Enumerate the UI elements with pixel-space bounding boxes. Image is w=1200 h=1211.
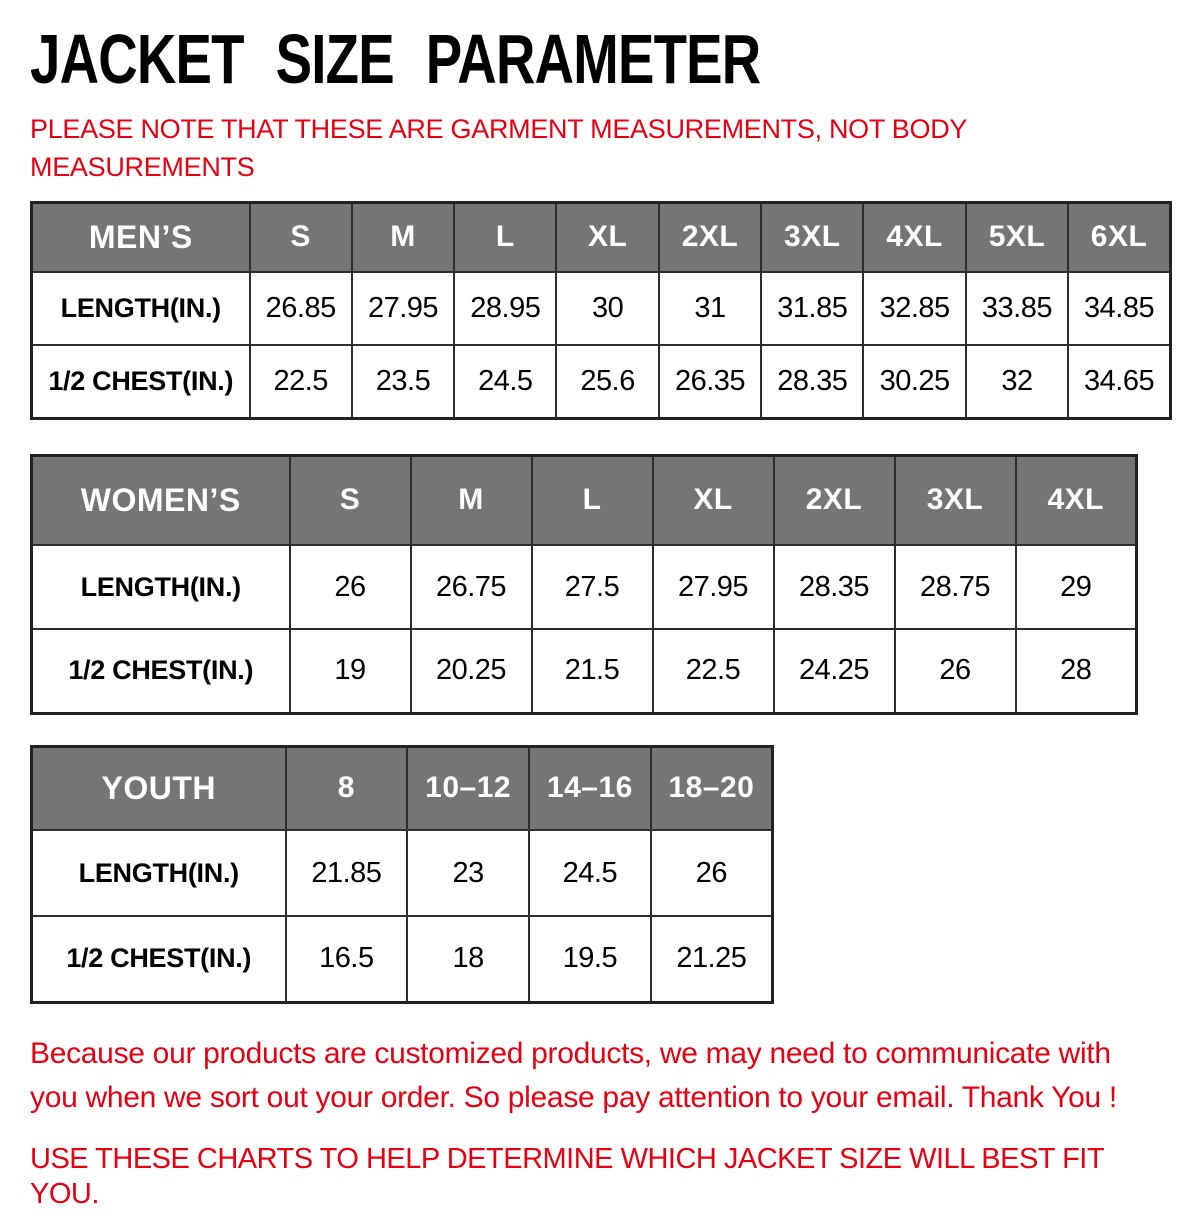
garment-measurements-note: PLEASE NOTE THAT THESE ARE GARMENT MEASUREMENTS, NOT BODY MEASUREMENTS	[30, 114, 967, 183]
size-header-cell: 3XL	[895, 455, 1016, 545]
size-value-cell: 18	[407, 916, 529, 1002]
size-value-cell: 31	[659, 272, 761, 345]
size-value-cell: 28.35	[761, 345, 863, 418]
measurement-row	[32, 830, 773, 916]
size-header-cell: 10–12	[407, 746, 529, 830]
page-title: JACKET SIZE PARAMETER	[30, 20, 761, 98]
size-header-cell: 8	[286, 746, 408, 830]
table-group-name: MEN’S	[32, 202, 250, 272]
size-value-cell: 33.85	[966, 272, 1068, 345]
size-value-cell: 21.25	[651, 916, 773, 1002]
size-header-cell: 2XL	[659, 202, 761, 272]
size-value-cell: 26	[895, 629, 1016, 713]
measurement-row	[32, 345, 1171, 418]
row-label: LENGTH(IN.)	[32, 272, 250, 345]
size-header-cell: S	[250, 202, 352, 272]
row-label: 1/2 CHEST(IN.)	[32, 629, 290, 713]
table-group-name: YOUTH	[32, 746, 286, 830]
size-value-cell: 16.5	[286, 916, 408, 1002]
measurement-row	[32, 916, 773, 1002]
size-header-row	[32, 202, 1171, 272]
size-value-cell: 26.85	[250, 272, 352, 345]
size-value-cell: 26	[290, 545, 411, 629]
size-header-cell: 18–20	[651, 746, 773, 830]
size-header-cell: XL	[556, 202, 658, 272]
size-value-cell: 20.25	[411, 629, 532, 713]
size-header-cell: 2XL	[774, 455, 895, 545]
size-value-cell: 24.25	[774, 629, 895, 713]
size-value-cell: 24.5	[454, 345, 556, 418]
size-value-cell: 32	[966, 345, 1068, 418]
size-header-cell: 6XL	[1068, 202, 1170, 272]
size-value-cell: 25.6	[556, 345, 658, 418]
size-header-row	[32, 746, 773, 830]
measurement-row	[32, 545, 1137, 629]
table-group-name: WOMEN’S	[32, 455, 290, 545]
size-value-cell: 28	[1016, 629, 1137, 713]
size-value-cell: 23	[407, 830, 529, 916]
size-value-cell: 27.95	[653, 545, 774, 629]
size-header-cell: M	[411, 455, 532, 545]
size-header-row	[32, 455, 1137, 545]
size-header-cell: 5XL	[966, 202, 1068, 272]
measurement-row	[32, 272, 1171, 345]
size-value-cell: 34.85	[1068, 272, 1170, 345]
size-value-cell: 26.35	[659, 345, 761, 418]
size-value-cell: 22.5	[653, 629, 774, 713]
size-value-cell: 34.65	[1068, 345, 1170, 418]
row-label: 1/2 CHEST(IN.)	[32, 916, 286, 1002]
size-tables-section	[30, 201, 1172, 1004]
measurement-row	[32, 629, 1137, 713]
size-value-cell: 23.5	[352, 345, 454, 418]
size-table-mens	[30, 201, 1172, 420]
size-value-cell: 28.75	[895, 545, 1016, 629]
size-value-cell: 28.95	[454, 272, 556, 345]
footer-communication-note: Because our products are customized products, we may need to communicate with you when we sort out your order. So please pay attention to your email. Thank You !	[30, 1036, 1117, 1114]
size-header-cell: 4XL	[863, 202, 965, 272]
size-value-cell: 26.75	[411, 545, 532, 629]
row-label: LENGTH(IN.)	[32, 545, 290, 629]
size-value-cell: 26	[651, 830, 773, 916]
size-header-cell: 4XL	[1016, 455, 1137, 545]
size-header-cell: M	[352, 202, 454, 272]
size-header-cell: L	[532, 455, 653, 545]
size-header-cell: L	[454, 202, 556, 272]
size-header-cell: S	[290, 455, 411, 545]
size-value-cell: 29	[1016, 545, 1137, 629]
size-value-cell: 22.5	[250, 345, 352, 418]
size-value-cell: 27.95	[352, 272, 454, 345]
size-value-cell: 21.85	[286, 830, 408, 916]
size-value-cell: 31.85	[761, 272, 863, 345]
size-value-cell: 30	[556, 272, 658, 345]
size-header-cell: XL	[653, 455, 774, 545]
size-value-cell: 27.5	[532, 545, 653, 629]
size-value-cell: 21.5	[532, 629, 653, 713]
size-value-cell: 19.5	[529, 916, 651, 1002]
footer-usage-note: USE THESE CHARTS TO HELP DETERMINE WHICH JACKET SIZE WILL BEST FIT YOU.	[30, 1142, 1104, 1210]
row-label: 1/2 CHEST(IN.)	[32, 345, 250, 418]
size-value-cell: 30.25	[863, 345, 965, 418]
size-table-womens	[30, 454, 1138, 715]
size-value-cell: 24.5	[529, 830, 651, 916]
size-header-cell: 3XL	[761, 202, 863, 272]
size-value-cell: 19	[290, 629, 411, 713]
size-table-youth	[30, 745, 774, 1004]
size-header-cell: 14–16	[529, 746, 651, 830]
row-label: LENGTH(IN.)	[32, 830, 286, 916]
size-value-cell: 28.35	[774, 545, 895, 629]
size-value-cell: 32.85	[863, 272, 965, 345]
